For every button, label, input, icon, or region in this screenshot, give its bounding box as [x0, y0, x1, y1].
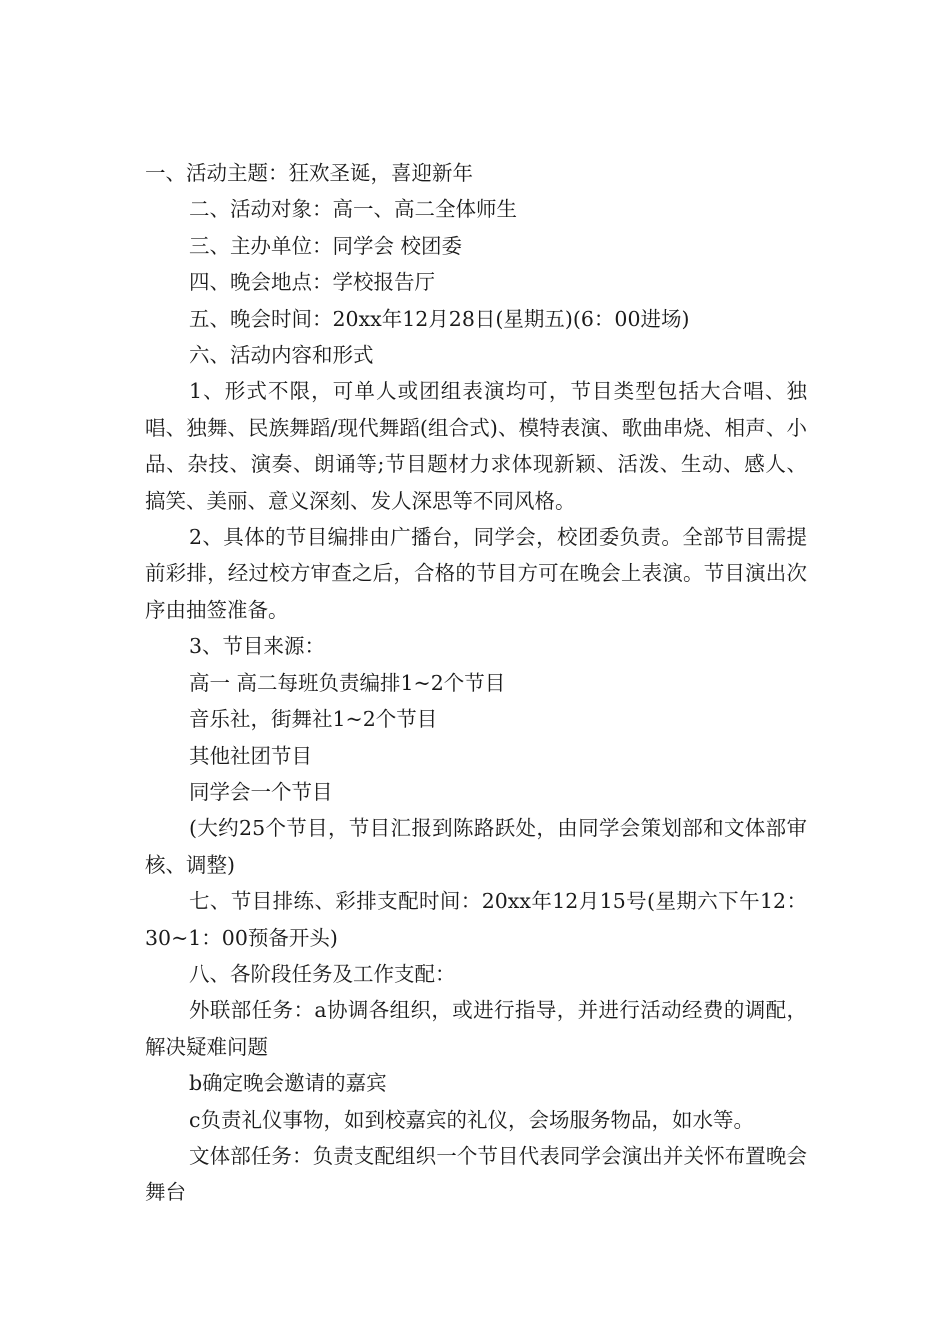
- paragraph-activity-theme: 一、活动主题：狂欢圣诞，喜迎新年: [145, 161, 473, 185]
- paragraph-etiquette: c负责礼仪事物，如到校嘉宾的礼仪，会场服务物品，如水等。: [189, 1107, 754, 1132]
- paragraph-guests: b确定晚会邀请的嘉宾: [189, 1071, 387, 1096]
- paragraph-rehearsal-time: 七、节目排练、彩排支配时间：20xx年12月15号(星期六下午12：30~1：00预备开头): [145, 889, 807, 950]
- paragraph-arrangement: 2、具体的节目编排由广播台，同学会，校团委负责。全部节目需提前彩排，经过校方审查之后，合格的节目方可在晚会上表演。节目演出次序由抽签准备。: [145, 525, 807, 622]
- paragraph-source-union: 同学会一个节目: [189, 779, 333, 804]
- paragraph-arts-task: 文体部任务：负责支配组织一个节目代表同学会演出并关怀布置晚会舞台: [145, 1143, 807, 1205]
- paragraph-tasks-heading: 八、各阶段任务及工作支配：: [189, 961, 456, 986]
- paragraph-source-clubs: 音乐社，街舞社1~2个节目: [189, 707, 438, 732]
- document-body: [145, 155, 807, 1211]
- paragraph-venue: 四、晚会地点：学校报告厅: [189, 270, 435, 295]
- paragraph-liaison-task: 外联部任务：a协调各组织，或进行指导，并进行活动经费的调配，解决疑难问题: [145, 998, 807, 1059]
- paragraph-time: 五、晚会时间：20xx年12月28日(星期五)(6：00进场): [189, 306, 690, 331]
- paragraph-content-heading: 六、活动内容和形式: [189, 343, 374, 368]
- paragraph-organizer: 三、主办单位：同学会 校团委: [189, 233, 463, 258]
- paragraph-sources-heading: 3、节目来源：: [189, 634, 326, 659]
- paragraph-program-count: (大约25个节目，节目汇报到陈路跃处，由同学会策划部和文体部审核、调整): [145, 816, 807, 877]
- paragraph-source-other: 其他社团节目: [189, 743, 312, 768]
- paragraph-activity-audience: 二、活动对象：高一、高二全体师生: [189, 197, 517, 222]
- paragraph-source-classes: 高一 高二每班负责编排1~2个节目: [189, 670, 506, 695]
- paragraph-format: 1、形式不限，可单人或团组表演均可，节目类型包括大合唱、独唱、独舞、民族舞蹈/现代舞蹈(组合式)、模特表演、歌曲串烧、相声、小品、杂技、演奏、朗诵等;节目题材力求体现新颖、活泼、生动、感人、搞笑、美丽、意义深刻、发人深思等不同风格。: [145, 379, 807, 513]
